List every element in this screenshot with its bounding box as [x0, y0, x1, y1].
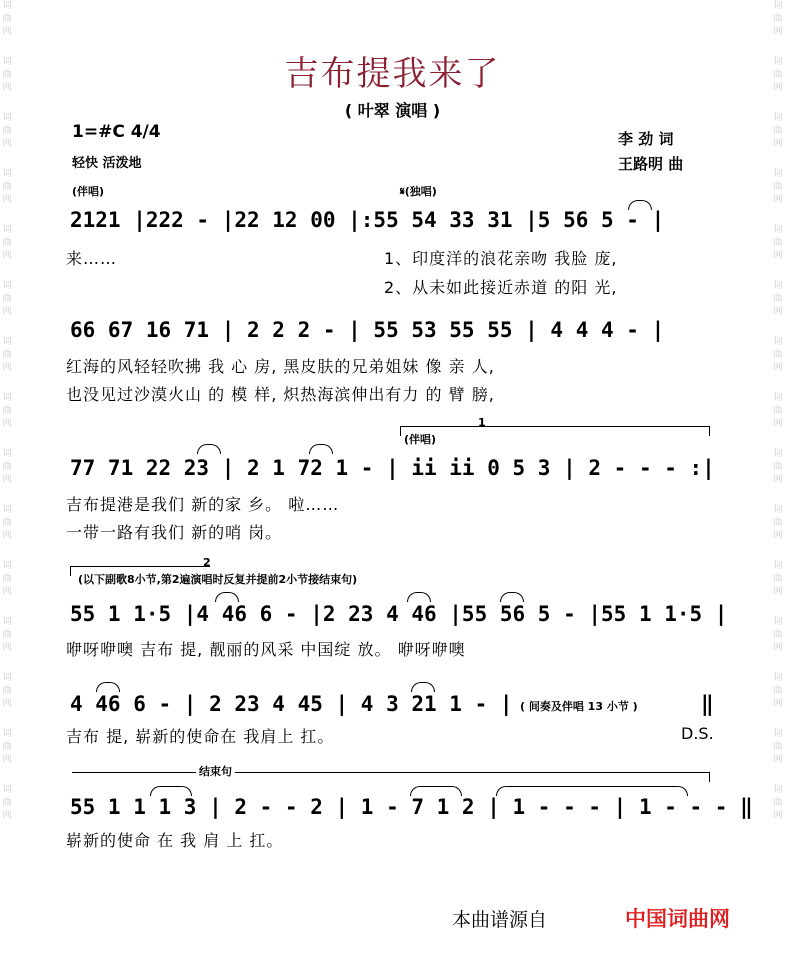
accompaniment-tag: (伴唱): [72, 185, 105, 198]
accompaniment-tag: (伴唱): [404, 433, 437, 446]
ending-label: 结束句: [196, 763, 235, 779]
final-barline: ‖: [701, 692, 714, 716]
source-brand-link[interactable]: 中国词曲网: [625, 907, 730, 931]
performer: ( 叶翠 演唱 ): [344, 101, 441, 120]
volta-number: 2: [203, 556, 211, 569]
ending-tick: [709, 772, 710, 782]
lyric-verse-1: 崭新的使命 在 我 肩 上 扛。: [66, 831, 284, 850]
lyric-verse-2: 也没见过沙漠火山 的 模 样, 炽热海滨伸出有力 的 臂 膀,: [66, 385, 495, 404]
tie-mark: [215, 592, 239, 602]
tie-mark: [411, 682, 435, 692]
interlude-note: ( 间奏及伴唱 13 小节 ): [520, 700, 638, 713]
lyric-verse-1: 1、印度洋的浪花亲吻 我脸 庞,: [384, 249, 618, 268]
tie-mark: [96, 682, 120, 692]
tie-mark: [197, 444, 221, 454]
notation-line-1: 2121 |222 - |22 12 00 |:55 54 33 31 |5 56 5 - |: [70, 208, 665, 232]
volta-tick: [400, 426, 401, 436]
lyric-line: 来……: [66, 249, 118, 268]
notation-line-6: 55 1 1 1 3 | 2 - - 2 | 1 - 7 1 2 | 1 - - - | 1 - - - ‖: [70, 795, 753, 819]
composer: 王路明 曲: [618, 155, 684, 173]
key-signature: 1=#C 4/4: [72, 122, 161, 142]
lyric-verse-1: 吉布 提, 崭新的使命在 我肩上 扛。: [66, 727, 335, 746]
ending-bracket: [72, 772, 710, 773]
volta-number: 1: [478, 416, 486, 429]
source-label: 本曲谱源自: [452, 909, 548, 931]
tempo-marking: 轻快 活泼地: [72, 156, 142, 171]
lyric-verse-1: 咿呀咿噢 吉布 提, 靓丽的风采 中国绽 放。 咿呀咿噢: [66, 640, 466, 659]
performance-note: (以下副歌8小节,第2遍演唱时反复并提前2小节接结束句): [78, 573, 358, 586]
lyricist: 李 劲 词: [618, 130, 674, 148]
volta-bracket-2: [70, 566, 210, 567]
notation-line-2: 66 67 16 71 | 2 2 2 - | 55 53 55 55 | 4 4 4 - |: [70, 318, 665, 342]
dal-segno: D.S.: [681, 724, 714, 743]
tie-mark: [500, 592, 524, 602]
tie-mark: [309, 444, 333, 454]
volta-tick: [709, 426, 710, 436]
notation-line-3: 77 71 22 23 | 2 1 72 1 - | ii ii 0 5 3 | 2 - - - :|: [70, 456, 715, 480]
left-watermark: 词曲网 词曲网 词曲网 词曲网 词曲网 词曲网 词曲网 词曲网 词曲网 词曲网 词曲网 词曲网 词曲网 词曲网 词曲网: [2, 1, 12, 821]
lyric-verse-2: 2、从未如此接近赤道 的阳 光,: [384, 278, 618, 297]
lyric-verse-2: 一带一路有我们 新的哨 岗。: [66, 523, 283, 542]
volta-tick: [70, 566, 71, 576]
notation-line-4: 55 1 1·5 |4 46 6 - |2 23 4 46 |55 56 5 - |55 1 1·5 |: [70, 602, 728, 626]
solo-tag: 𝄋(独唱): [400, 185, 437, 198]
notation-line-5: 4 46 6 - | 2 23 4 45 | 4 3 21 1 - |: [70, 692, 513, 716]
lyric-verse-1: 红海的风轻轻吹拂 我 心 房, 黑皮肤的兄弟姐妹 像 亲 人,: [66, 357, 495, 376]
tie-mark: [407, 592, 431, 602]
tie-mark: [628, 200, 652, 210]
right-watermark: 词曲网 词曲网 词曲网 词曲网 词曲网 词曲网 词曲网 词曲网 词曲网 词曲网 词曲网 词曲网 词曲网 词曲网 词曲网: [773, 1, 783, 821]
lyric-verse-1: 吉布提港是我们 新的家 乡。 啦……: [66, 495, 340, 514]
song-title: 吉布提我来了: [284, 54, 501, 94]
volta-bracket-1: [400, 426, 710, 427]
